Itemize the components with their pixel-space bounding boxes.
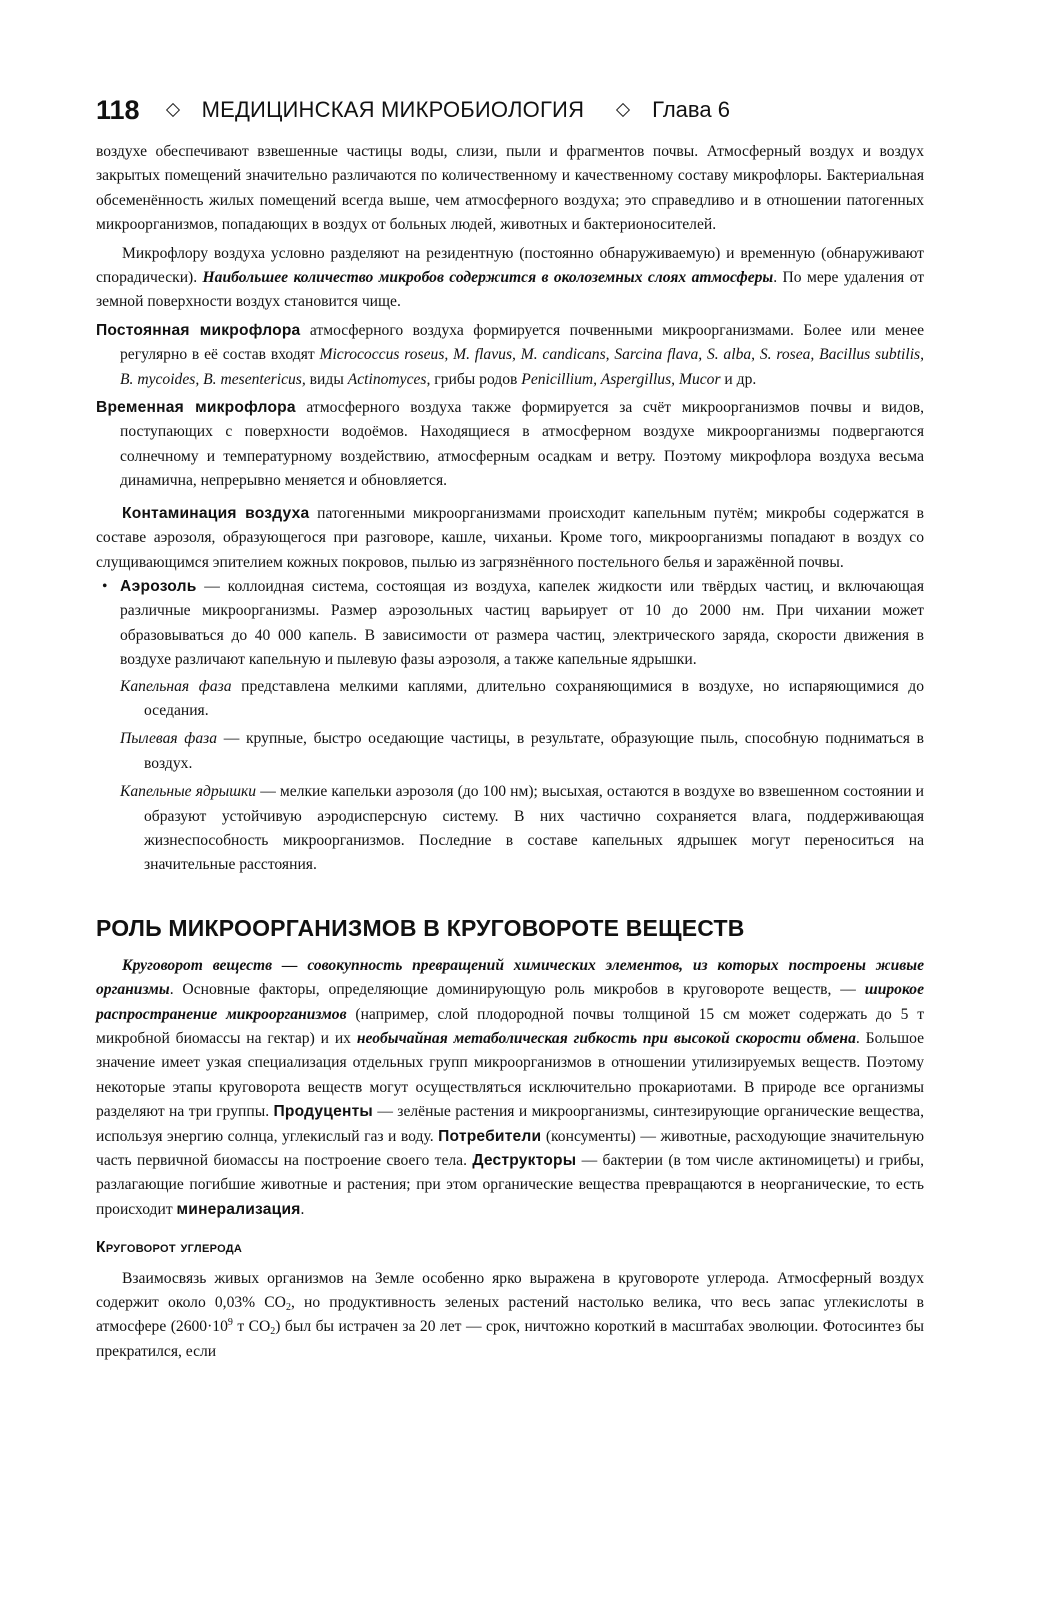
paragraph-text: , но продуктивность зеленых растений настолько велика, что весь запас углекислоты в атмосфере (2600·10 — [96, 1294, 924, 1336]
paragraph-text: . По мере удаления от земной поверхности воздух становится чище. — [96, 269, 925, 311]
paragraph: воздухе обеспечивают взвешенные частицы воды, слизи, пыли и фрагментов почвы. Атмосферный воздух и воздух закрытых помещений значительно различаются по количественному и качественному составу микрофлоры. Бактериальная обсеменённость жилых помещений всегда выше, чем атмосферного воздуха; это справедливо и в отношении патогенных микроорганизмов, попадающих в воздух от больных людей, животных и бактерионосителей. — [96, 143, 924, 234]
paragraph-text: (например, слой плодородной почвы толщиной 15 см может содержать до 5 т микробной биомассы на гектар) и их — [96, 1005, 925, 1047]
paragraph-text: — крупные, быстро оседающие частицы, в результате, образующие пыль, способную подниматься в воздух. — [144, 730, 924, 772]
paragraph-text: — зелёные растения и микроорганизмы, синтезирующие органические вещества, используя энергию солнца, углекислый газ и воду. — [96, 1103, 924, 1145]
paragraph-text: Микрофлору воздуха условно разделяют на резидентную (постоянно обнаруживаемую) и временную (обнаруживают спорадически). — [96, 244, 924, 287]
diamond-icon — [616, 103, 630, 117]
subscript: 2 — [285, 1302, 291, 1314]
paragraph-text: виды — [305, 370, 348, 388]
paragraph-text: патогенными микроорганизмами происходит капельным путём; микробы содержатся в составе аэрозоля, образующегося при разговоре, кашле, чиханьи. Кроме того, микроорганизмы попадают в воздух со слущивающимся эпителием кожных покровов, пылью из загрязнённого постельного белья и заражённой почвы. — [96, 504, 924, 571]
paragraph-text: . — [300, 1200, 305, 1218]
body-text — [96, 140, 924, 1364]
emphasis: Круговорот веществ — совокупность превращений химических элементов, из которых построены живые организмы — [96, 956, 924, 999]
subsection-heading: Круговорот углерода — [96, 1239, 243, 1257]
running-header — [96, 90, 935, 130]
species-list: Micrococcus roseus, M. flavus, M. candicans, Sarcina flava, S. alba, S. rosea, Bacillus subtilis, B. mycoides, B. mesentericus, — [120, 346, 924, 388]
paragraph — [96, 242, 924, 315]
term: Временная микрофлора — [96, 399, 296, 417]
paragraph-text: представлена мелкими каплями, длительно сохраняющимися в воздухе, но испаряющимися до оседания. — [144, 677, 924, 719]
subscript: 2 — [270, 1326, 276, 1338]
paragraph-text: — коллоидная система, состоящая из воздуха, капелек жидкости или твёрдых частиц, и включающая различные микроорганизмы. Размер аэрозольных частиц варьирует от 10 до 2000 нм. При чихании может образовываться до 40 000 капель. В зависимости от размера частиц, электрического заряда, скорости движения в воздухе различают капельную и пылевую фазы аэрозоля, а также капельные ядрышки. — [120, 577, 924, 669]
term: Постоянная микрофлора — [96, 321, 301, 339]
paragraph-text: (консументы) — животные, расходующие значительную часть первичной биомассы на построение своего тела. — [96, 1127, 924, 1170]
paragraph — [96, 1267, 924, 1365]
diamond-icon — [165, 103, 179, 117]
bullet-marker: • — [102, 577, 108, 595]
section-heading: РОЛЬ МИКРООРГАНИЗМОВ В КРУГОВОРОТЕ ВЕЩЕСТВ — [96, 914, 745, 941]
chapter-label: Глава 6 — [652, 97, 730, 122]
paragraph-text: ) был бы истрачен за 20 лет — срок, ничтожно короткий в масштабах эволюции. Фотосинтез бы прекратился, если — [96, 1318, 925, 1360]
paragraph-text: и др. — [720, 370, 757, 388]
emphasis: широкое распространение микроорганизмов — [96, 981, 924, 1023]
phase-term: Капельная фаза — [120, 677, 232, 695]
paragraph-text: атмосферного воздуха также формируется за счёт микроорганизмов почвы и видов, поступающих с поверхности водоёмов. Находящиеся в атмосферном воздухе микроорганизмы подвергаются солнечному и температурному воздействию, атмосферным осадкам и ветру. Поэтому микрофлора воздуха весьма динамична, непрерывно меняется и обновляется. — [120, 399, 925, 490]
phase-item — [96, 727, 924, 776]
term: Деструкторы — [472, 1152, 577, 1170]
phase-item — [96, 780, 924, 878]
emphasis: Наибольшее количество микробов содержится в околоземных слоях атмосферы — [202, 269, 774, 287]
paragraph-text: Взаимосвязь живых организмов на Земле особенно ярко выражена в круговороте углерода. Атмосферный воздух содержит около 0,03% CO — [96, 1269, 924, 1312]
paragraph-text: т CO — [232, 1318, 271, 1336]
term: Потребители — [438, 1127, 542, 1145]
superscript: 9 — [227, 1317, 233, 1329]
paragraph-text: . Большое значение имеет узкая специализация отдельных групп микроорганизмов в отношении утилизируемых веществ. Поэтому некоторые этапы круговорота веществ могут осуществляться исключительно прокариотами. В природе все организмы разделяют на три группы. — [96, 1030, 924, 1121]
paragraph-text: — мелкие капельки аэрозоля (до 100 нм); высыхая, остаются в воздухе во взвешенном состоянии и образуют устойчивую аэродисперсную систему. В них частично сохраняется влага, поддерживающая жизнеспособность микроорганизмов. Последние в составе капельных ядрышек могут переноситься на значительные расстояния. — [144, 783, 924, 874]
term: Аэрозоль — [120, 577, 197, 595]
phase-term: Капельные ядрышки — [120, 783, 257, 801]
bullet-item — [96, 575, 924, 673]
paragraph-text: атмосферного воздуха формируется почвенными микроорганизмами. Более или менее регулярно в её состав входят — [120, 321, 924, 364]
term: Контаминация воздуха — [122, 504, 310, 522]
definition-paragraph — [96, 319, 924, 392]
paragraph-text: . Основные факторы, определяющие доминирующую роль микробов в круговороте веществ, — — [169, 981, 865, 999]
book-title: МЕДИЦИНСКАЯ МИКРОБИОЛОГИЯ — [201, 97, 585, 122]
species-list: Penicillium, Aspergillus, Mucor — [521, 370, 721, 388]
term: минерализация — [176, 1200, 301, 1218]
phase-term: Пылевая фаза — [120, 730, 218, 748]
definition-paragraph — [96, 396, 924, 494]
paragraph-text: грибы родов — [430, 370, 522, 388]
emphasis: необычайная метаболическая гибкость при высокой скорости обмена — [356, 1030, 856, 1047]
paragraph — [96, 502, 924, 575]
page-number: 118 — [96, 94, 140, 125]
paragraph — [96, 954, 924, 1222]
species-name: Actinomyces, — [347, 370, 431, 388]
paragraph-text: — бактерии (в том числе актиномицеты) и грибы, разлагающие погибшие животные и растения; при этом органические вещества превращаются в неорганические, то есть происходит — [96, 1152, 924, 1218]
term: Продуценты — [273, 1103, 373, 1121]
phase-item — [96, 675, 924, 724]
